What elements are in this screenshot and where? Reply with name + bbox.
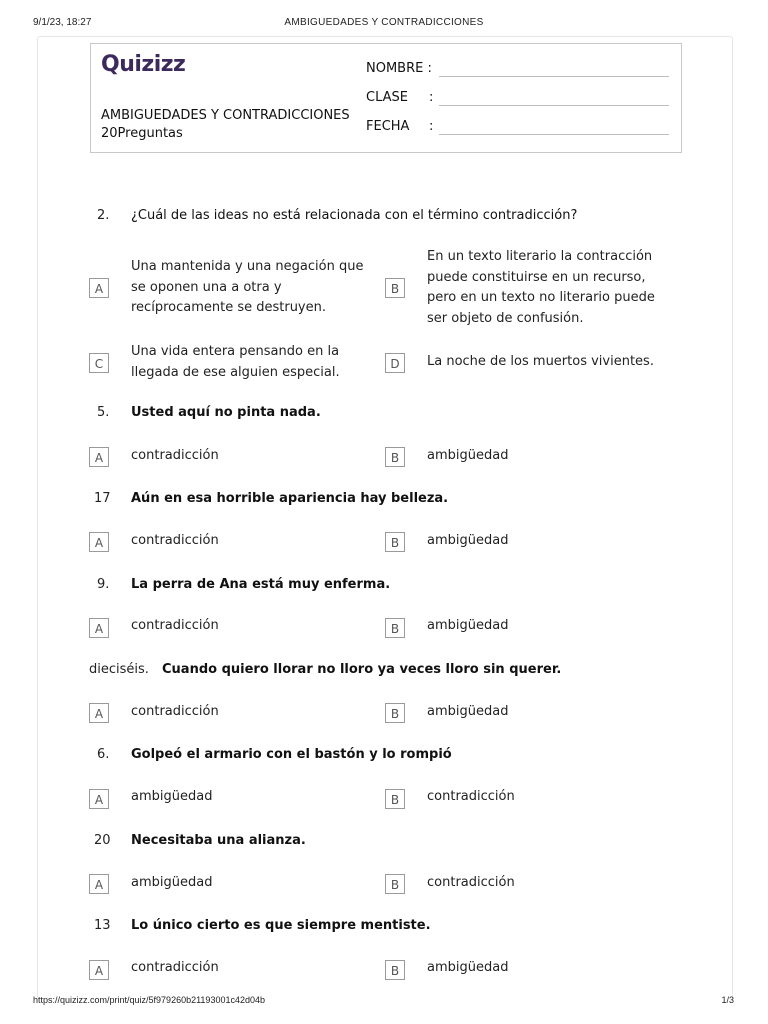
question-text: ¿Cuál de las ideas no está relacionada con el término contradicción? bbox=[131, 208, 578, 223]
page-number: 1/3 bbox=[721, 995, 734, 1005]
question-number: 6. bbox=[97, 747, 110, 762]
print-date: 9/1/23, 18:27 bbox=[33, 17, 92, 28]
footer-url[interactable]: https://quizizz.com/print/quiz/5f979260b21193001c42d04b bbox=[33, 995, 265, 1005]
print-title: AMBIGUEDADES Y CONTRADICCIONES bbox=[284, 17, 484, 28]
option-letter[interactable]: A bbox=[89, 960, 109, 980]
question-text: La perra de Ana está muy enferma. bbox=[131, 577, 391, 592]
option-text: ambigüedad bbox=[131, 789, 213, 804]
name-label: NOMBRE : bbox=[366, 61, 432, 76]
option-letter[interactable]: B bbox=[385, 278, 405, 298]
question-count: 20Preguntas bbox=[101, 126, 183, 141]
question-text: Lo único cierto es que siempre mentiste. bbox=[131, 918, 431, 933]
option-letter[interactable]: C bbox=[89, 353, 109, 373]
option-letter[interactable]: A bbox=[89, 532, 109, 552]
option-letter[interactable]: B bbox=[385, 789, 405, 809]
option-letter[interactable]: A bbox=[89, 618, 109, 638]
option-text: contradicción bbox=[427, 875, 515, 890]
quiz-header bbox=[90, 43, 682, 153]
print-header bbox=[0, 14, 768, 30]
option-letter[interactable]: B bbox=[385, 532, 405, 552]
option-text: ambigüedad bbox=[427, 533, 509, 548]
option-letter[interactable]: A bbox=[89, 703, 109, 723]
question-text: Golpeó el armario con el bastón y lo rompió bbox=[131, 747, 452, 762]
option-letter[interactable]: A bbox=[89, 874, 109, 894]
option-letter[interactable]: B bbox=[385, 960, 405, 980]
option-text: ambigüedad bbox=[427, 960, 509, 975]
date-label: FECHA bbox=[366, 119, 410, 134]
option-text: ambigüedad bbox=[427, 448, 509, 463]
class-label: CLASE bbox=[366, 90, 408, 105]
question-number: 9. bbox=[97, 577, 110, 592]
option-letter[interactable]: A bbox=[89, 278, 109, 298]
question-number: dieciséis. bbox=[89, 662, 149, 677]
option-text: contradicción bbox=[131, 448, 219, 463]
question-text: Aún en esa horrible apariencia hay belleza. bbox=[131, 491, 449, 506]
question-number: 17 bbox=[94, 491, 111, 506]
question-text: Usted aquí no pinta nada. bbox=[131, 405, 321, 420]
date-field: FECHA : bbox=[366, 119, 409, 134]
option-letter[interactable]: B bbox=[385, 447, 405, 467]
option-text: contradicción bbox=[131, 704, 219, 719]
date-line[interactable] bbox=[439, 134, 669, 135]
question-number: 5. bbox=[97, 405, 110, 420]
question-number: 13 bbox=[94, 918, 111, 933]
name-field bbox=[366, 61, 432, 76]
option-text: contradicción bbox=[131, 618, 219, 633]
quiz-title: AMBIGUEDADES Y CONTRADICCIONES bbox=[101, 108, 350, 123]
option-letter[interactable]: B bbox=[385, 874, 405, 894]
option-text: La noche de los muertos vivientes. bbox=[427, 354, 654, 369]
class-field: CLASE : bbox=[366, 90, 408, 105]
option-text: Una vida entera pensando en la llegada de ese alguien especial. bbox=[131, 344, 340, 380]
page-frame bbox=[37, 36, 733, 999]
option-text: ambigüedad bbox=[131, 875, 213, 890]
question-number: 20 bbox=[94, 833, 111, 848]
option-text: En un texto literario la contracción puede constituirse en un recurso, pero en un texto no literario puede ser objeto de confusión. bbox=[427, 249, 655, 326]
option-text: contradicción bbox=[131, 960, 219, 975]
option-text: contradicción bbox=[131, 533, 219, 548]
option-letter[interactable]: B bbox=[385, 618, 405, 638]
option-letter[interactable]: A bbox=[89, 789, 109, 809]
option-text: ambigüedad bbox=[427, 704, 509, 719]
quizizz-logo: Quizizz bbox=[101, 52, 186, 77]
option-letter[interactable]: D bbox=[385, 353, 405, 373]
class-line[interactable] bbox=[439, 105, 669, 106]
option-text: Una mantenida y una negación que se oponen una a otra y recíprocamente se destruyen. bbox=[131, 259, 364, 315]
option-letter[interactable]: A bbox=[89, 447, 109, 467]
question-text: Necesitaba una alianza. bbox=[131, 833, 306, 848]
option-text: ambigüedad bbox=[427, 618, 509, 633]
question-text: Cuando quiero llorar no lloro ya veces lloro sin querer. bbox=[162, 662, 562, 677]
question-number: 2. bbox=[97, 208, 110, 223]
name-line[interactable] bbox=[439, 76, 669, 77]
option-text: contradicción bbox=[427, 789, 515, 804]
option-letter[interactable]: B bbox=[385, 703, 405, 723]
